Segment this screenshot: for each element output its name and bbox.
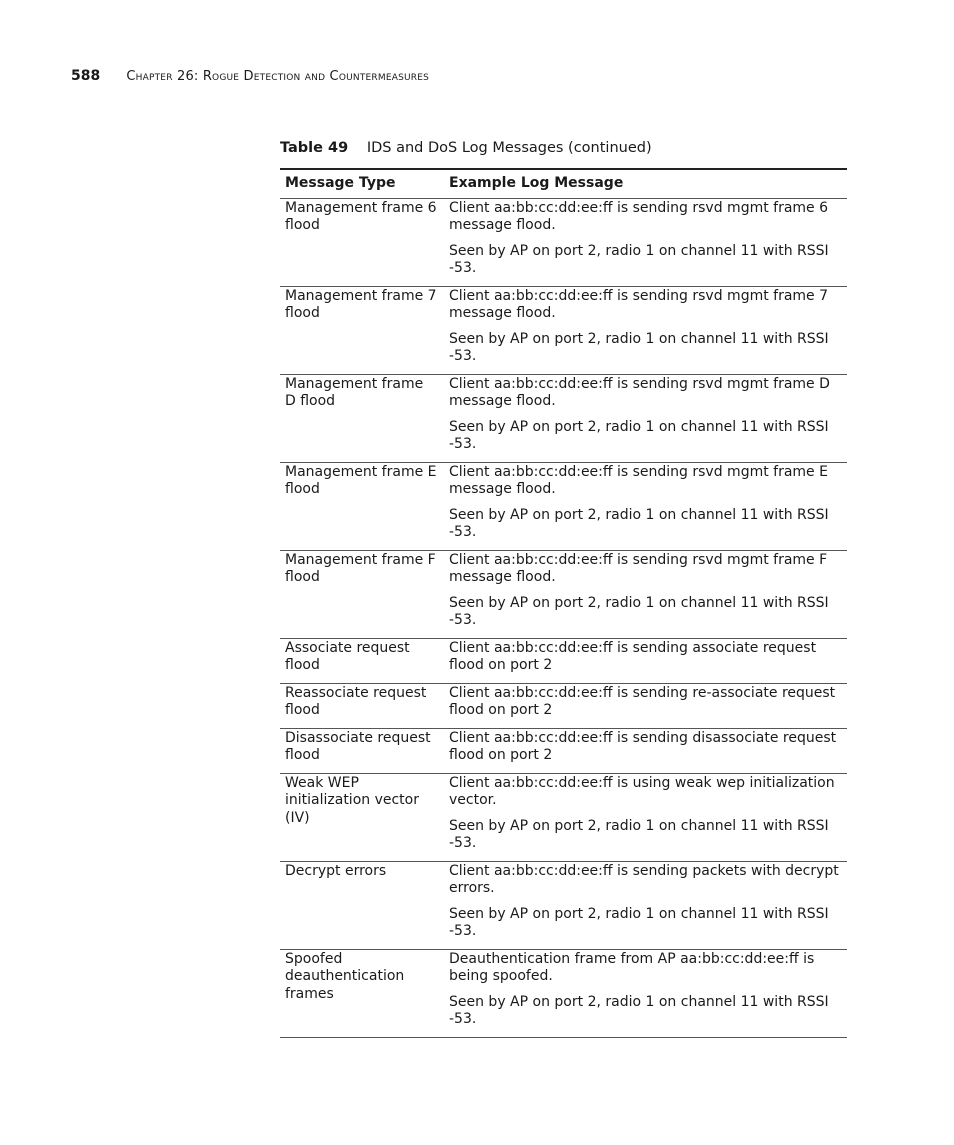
log-message-line: Client aa:bb:cc:dd:ee:ff is sending rsvd mgmt frame F message flood. — [449, 551, 828, 585]
message-type-cell: Decrypt errors — [280, 861, 442, 949]
example-log-message-cell — [442, 949, 847, 1037]
log-message-line: Seen by AP on port 2, radio 1 on channel 11 with RSSI -53. — [449, 330, 829, 364]
log-message-line: Deauthentication frame from AP aa:bb:cc:dd:ee:ff is being spoofed. — [449, 950, 815, 984]
table-body — [280, 198, 847, 1037]
log-message-line: Client aa:bb:cc:dd:ee:ff is using weak wep initialization vector. — [449, 774, 835, 808]
table-row — [280, 374, 847, 462]
message-type-cell: Management frame 7 flood — [280, 286, 442, 374]
log-message-line: Seen by AP on port 2, radio 1 on channel 11 with RSSI -53. — [449, 993, 829, 1027]
log-message-line: Client aa:bb:cc:dd:ee:ff is sending packets with decrypt errors. — [449, 862, 839, 896]
table-row — [280, 728, 847, 773]
log-message-line: Seen by AP on port 2, radio 1 on channel 11 with RSSI -53. — [449, 817, 829, 851]
table-row — [280, 638, 847, 683]
log-messages-table — [280, 168, 847, 1038]
message-type-cell: Weak WEP initialization vector (IV) — [280, 773, 442, 861]
example-log-message-cell — [442, 683, 847, 728]
example-log-message-cell — [442, 773, 847, 861]
table-header-row — [280, 169, 847, 198]
table-caption — [280, 140, 652, 156]
message-type-cell: Management frame F flood — [280, 550, 442, 638]
message-type-cell: Management frame D flood — [280, 374, 442, 462]
log-message-line: Client aa:bb:cc:dd:ee:ff is sending disassociate request flood on port 2 — [449, 729, 837, 763]
table-title: IDS and DoS Log Messages (continued) — [366, 140, 652, 156]
table-row — [280, 773, 847, 861]
example-log-message-cell — [442, 374, 847, 462]
table-row — [280, 198, 847, 286]
example-log-message-cell — [442, 198, 847, 286]
table-number: Table 49 — [280, 140, 349, 156]
column-header-example-log-message: Example Log Message — [442, 169, 847, 198]
table-row — [280, 286, 847, 374]
log-message-line: Seen by AP on port 2, radio 1 on channel 11 with RSSI -53. — [449, 594, 829, 628]
column-header-message-type: Message Type — [280, 169, 442, 198]
message-type-cell: Reassociate request flood — [280, 683, 442, 728]
log-message-line: Client aa:bb:cc:dd:ee:ff is sending re-associate request flood on port 2 — [449, 684, 836, 718]
message-type-cell: Management frame E flood — [280, 462, 442, 550]
example-log-message-cell — [442, 638, 847, 683]
running-header — [71, 68, 429, 84]
message-type-cell: Disassociate request flood — [280, 728, 442, 773]
example-log-message-cell — [442, 728, 847, 773]
log-message-line: Seen by AP on port 2, radio 1 on channel 11 with RSSI -53. — [449, 905, 829, 939]
table-row — [280, 462, 847, 550]
example-log-message-cell — [442, 286, 847, 374]
table-row — [280, 949, 847, 1037]
table-row — [280, 683, 847, 728]
log-message-line: Client aa:bb:cc:dd:ee:ff is sending rsvd mgmt frame D message flood. — [449, 375, 830, 409]
log-message-line: Client aa:bb:cc:dd:ee:ff is sending rsvd mgmt frame 6 message flood. — [449, 199, 829, 233]
message-type-cell: Associate request flood — [280, 638, 442, 683]
message-type-cell: Management frame 6 flood — [280, 198, 442, 286]
example-log-message-cell — [442, 462, 847, 550]
example-log-message-cell — [442, 861, 847, 949]
log-message-line: Seen by AP on port 2, radio 1 on channel 11 with RSSI -53. — [449, 418, 829, 452]
page-number: 588 — [71, 68, 101, 84]
table-row — [280, 550, 847, 638]
example-log-message-cell — [442, 550, 847, 638]
log-message-line: Seen by AP on port 2, radio 1 on channel 11 with RSSI -53. — [449, 506, 829, 540]
chapter-title: Chapter 26: Rogue Detection and Countermeasures — [126, 69, 430, 84]
message-type-cell: Spoofed deauthentication frames — [280, 949, 442, 1037]
log-message-line: Client aa:bb:cc:dd:ee:ff is sending rsvd mgmt frame 7 message flood. — [449, 287, 829, 321]
log-message-line: Seen by AP on port 2, radio 1 on channel 11 with RSSI -53. — [449, 242, 829, 276]
log-message-line: Client aa:bb:cc:dd:ee:ff is sending associate request flood on port 2 — [449, 639, 817, 673]
log-message-line: Client aa:bb:cc:dd:ee:ff is sending rsvd mgmt frame E message flood. — [449, 463, 828, 497]
table-row — [280, 861, 847, 949]
